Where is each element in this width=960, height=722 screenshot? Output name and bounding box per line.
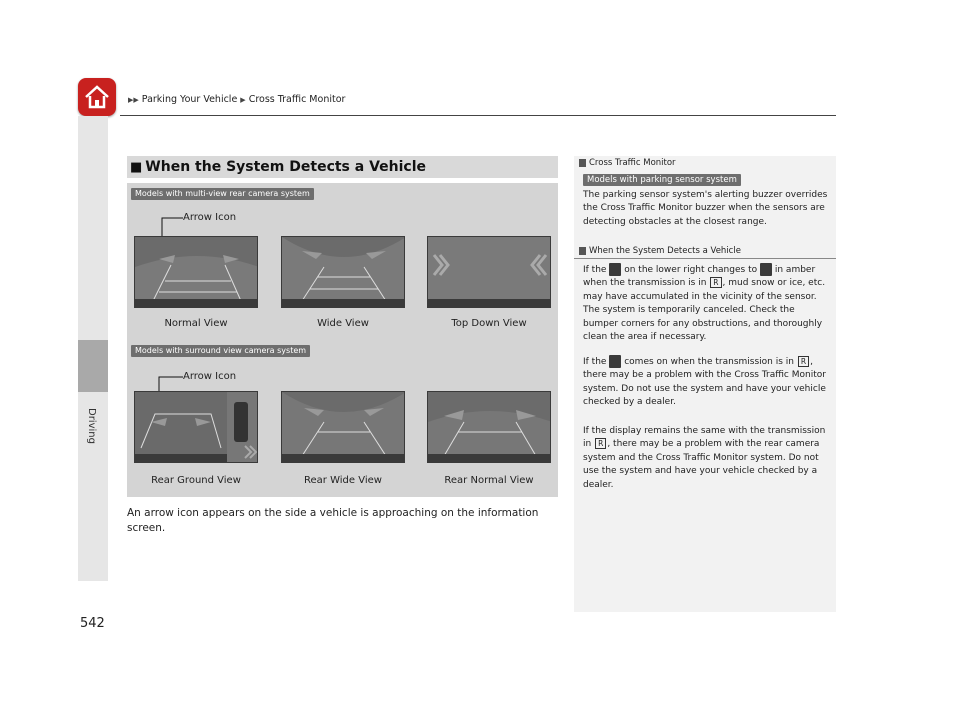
note-para-2: If the comes on when the transmission is in R , there may be a problem with the Cross Traffic Monitor system. Do not use the system and have your vehicle checked by a dealer.: [583, 357, 826, 408]
arrow-icon-callout: Arrow Icon: [183, 212, 237, 223]
rear-wide-view-screen: [281, 391, 405, 463]
model-tag-multi-view: Models with multi-view rear camera system: [131, 188, 314, 200]
caption-wide-view: Wide View: [317, 318, 369, 329]
note-marker-icon: [579, 247, 586, 255]
normal-view-screen: [134, 236, 258, 308]
breadcrumb-arrow-icon: ▶▶: [128, 95, 139, 104]
note-para-3: If the display remains the same with the transmission in R , there may be a problem with the rear camera system and the Cross Traffic Monitor system. Do not use the system and have your vehicle checked by a dealer.: [583, 426, 826, 490]
arrow-icon-callout: Arrow Icon: [183, 371, 237, 382]
home-icon[interactable]: [78, 78, 116, 116]
wide-view-screen: [281, 236, 405, 308]
model-tag-parking-sensor: Models with parking sensor system: [583, 174, 741, 186]
header-divider: [120, 115, 836, 116]
body-paragraph: An arrow icon appears on the side a vehicle is approaching on the information screen.: [127, 507, 539, 534]
side-tab-marker: [78, 340, 108, 392]
caption-top-down-view: Top Down View: [451, 318, 527, 329]
caption-rear-normal-view: Rear Normal View: [444, 475, 534, 486]
system-warning-icon: [609, 355, 621, 368]
breadcrumb-link-ctm[interactable]: Cross Traffic Monitor: [248, 94, 346, 105]
note-text-ctm: The parking sensor system's alerting buzzer overrides the Cross Traffic Monitor buzzer when the sensors are detecting obstacles at the closest range.: [583, 190, 828, 227]
sensor-off-indicator-icon: [760, 263, 772, 276]
note-divider: [574, 258, 836, 259]
page-number: 542: [80, 616, 105, 631]
caption-rear-ground-view: Rear Ground View: [151, 475, 241, 486]
top-down-view-screen: [427, 236, 551, 308]
rear-normal-view-screen: [427, 391, 551, 463]
rear-ground-view-screen: [134, 391, 258, 463]
section-title: ■ When the System Detects a Vehicle: [127, 156, 558, 178]
square-bullet-icon: ■: [130, 160, 143, 175]
note-title-ctm: Cross Traffic Monitor: [579, 158, 676, 168]
caption-normal-view: Normal View: [164, 318, 228, 329]
note-para-1: If the on the lower right changes to in amber when the transmission is in R , mud snow or ice, etc. may have accumulated in the vicinity of the sensor. The system is temporarily canceled. Check the bumper corners for any obstructions, and thoroughly clean the area if necessary.: [583, 265, 826, 343]
sensor-indicator-icon: [609, 263, 621, 276]
caption-rear-wide-view: Rear Wide View: [304, 475, 382, 486]
breadcrumb-arrow-icon: ▶: [240, 95, 246, 104]
chapter-label: Driving: [86, 408, 97, 444]
model-tag-surround-view: Models with surround view camera system: [131, 345, 310, 357]
note-title-detects: When the System Detects a Vehicle: [579, 246, 741, 256]
reverse-gear-icon: R: [710, 277, 721, 288]
breadcrumb: [128, 94, 345, 105]
breadcrumb-link-parking[interactable]: Parking Your Vehicle: [141, 94, 238, 105]
reverse-gear-icon: R: [595, 438, 606, 449]
note-marker-icon: [579, 159, 586, 167]
reverse-gear-icon: R: [798, 356, 809, 367]
